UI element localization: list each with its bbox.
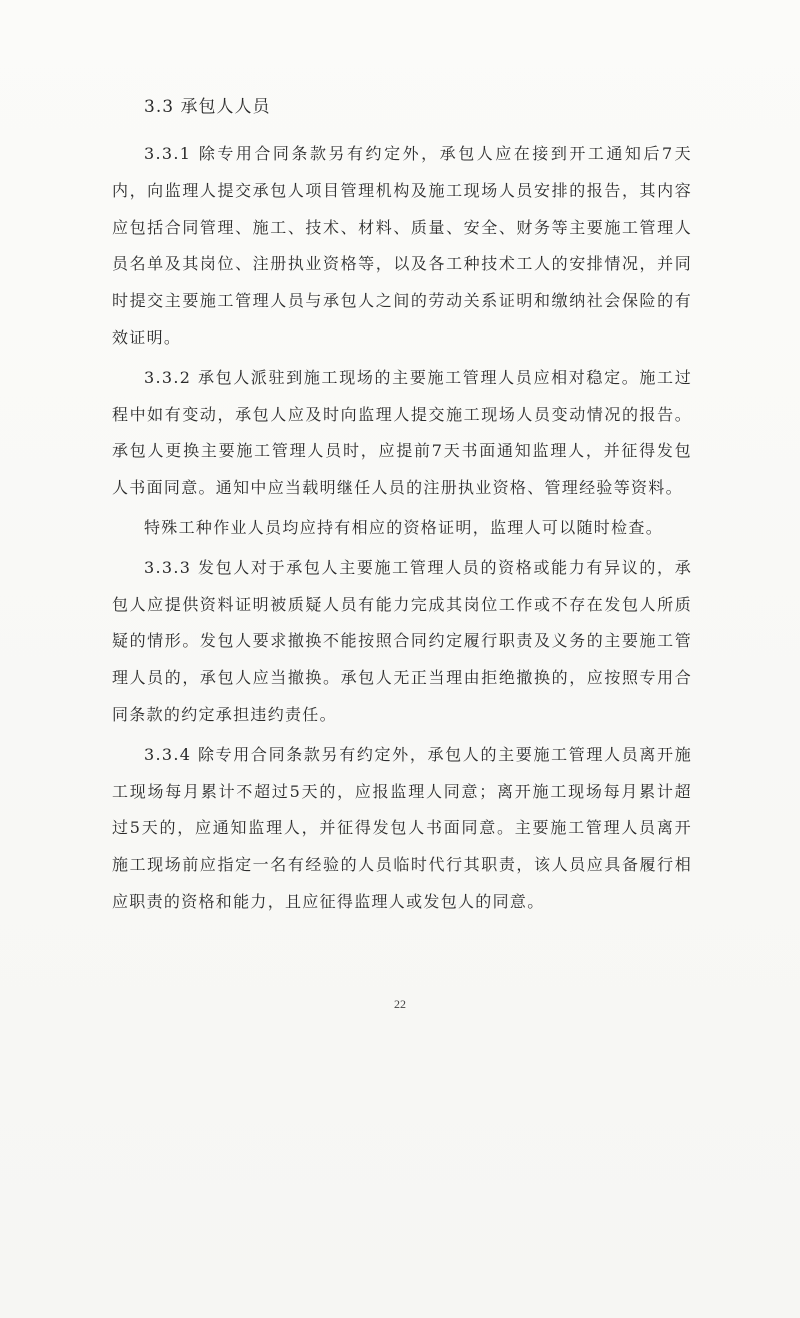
- page-number: 22: [394, 997, 406, 1011]
- paragraph-special-workers: 特殊工种作业人员均应持有相应的资格证明，监理人可以随时检查。: [144, 517, 664, 537]
- document-body: [112, 92, 692, 924]
- paragraph-3-3-2: 3.3.2 承包人派驻到施工现场的主要施工管理人员应相对稳定。施工过程中如有变动，承包人应及时向监理人提交施工现场人员变动情况的报告。承包人更换主要施工管理人员时，应提前7天书面通知监理人，并征得发包人书面同意。通知中应当载明继任人员的注册执业资格、管理经验等资料。: [112, 367, 692, 498]
- paragraph-3-3-1: 3.3.1 除专用合同条款另有约定外，承包人应在接到开工通知后7天内，向监理人提交承包人项目管理机构及施工现场人员安排的报告，其内容应包括合同管理、施工、技术、材料、质量、安全、财务等主要施工管理人员名单及其岗位、注册执业资格等，以及各工种技术工人的安排情况，并同时提交主要施工管理人员与承包人之间的劳动关系证明和缴纳社会保险的有效证明。: [112, 144, 692, 347]
- paragraph-3-3-4: 3.3.4 除专用合同条款另有约定外，承包人的主要施工管理人员离开施工现场每月累计不超过5天的，应报监理人同意；离开施工现场每月累计超过5天的，应通知监理人，并征得发包人书面同意。主要施工管理人员离开施工现场前应指定一名有经验的人员临时代行其职责，该人员应具备履行相应职责的资格和能力，且应征得监理人或发包人的同意。: [112, 744, 692, 911]
- section-title: 3.3 承包人人员: [144, 97, 271, 117]
- paragraph-3-3-3: 3.3.3 发包人对于承包人主要施工管理人员的资格或能力有异议的，承包人应提供资料证明被质疑人员有能力完成其岗位工作或不存在发包人所质疑的情形。发包人要求撤换不能按照合同约定履行职责及义务的主要施工管理人员的，承包人应当撤换。承包人无正当理由拒绝撤换的，应按照专用合同条款的约定承担违约责任。: [112, 557, 692, 724]
